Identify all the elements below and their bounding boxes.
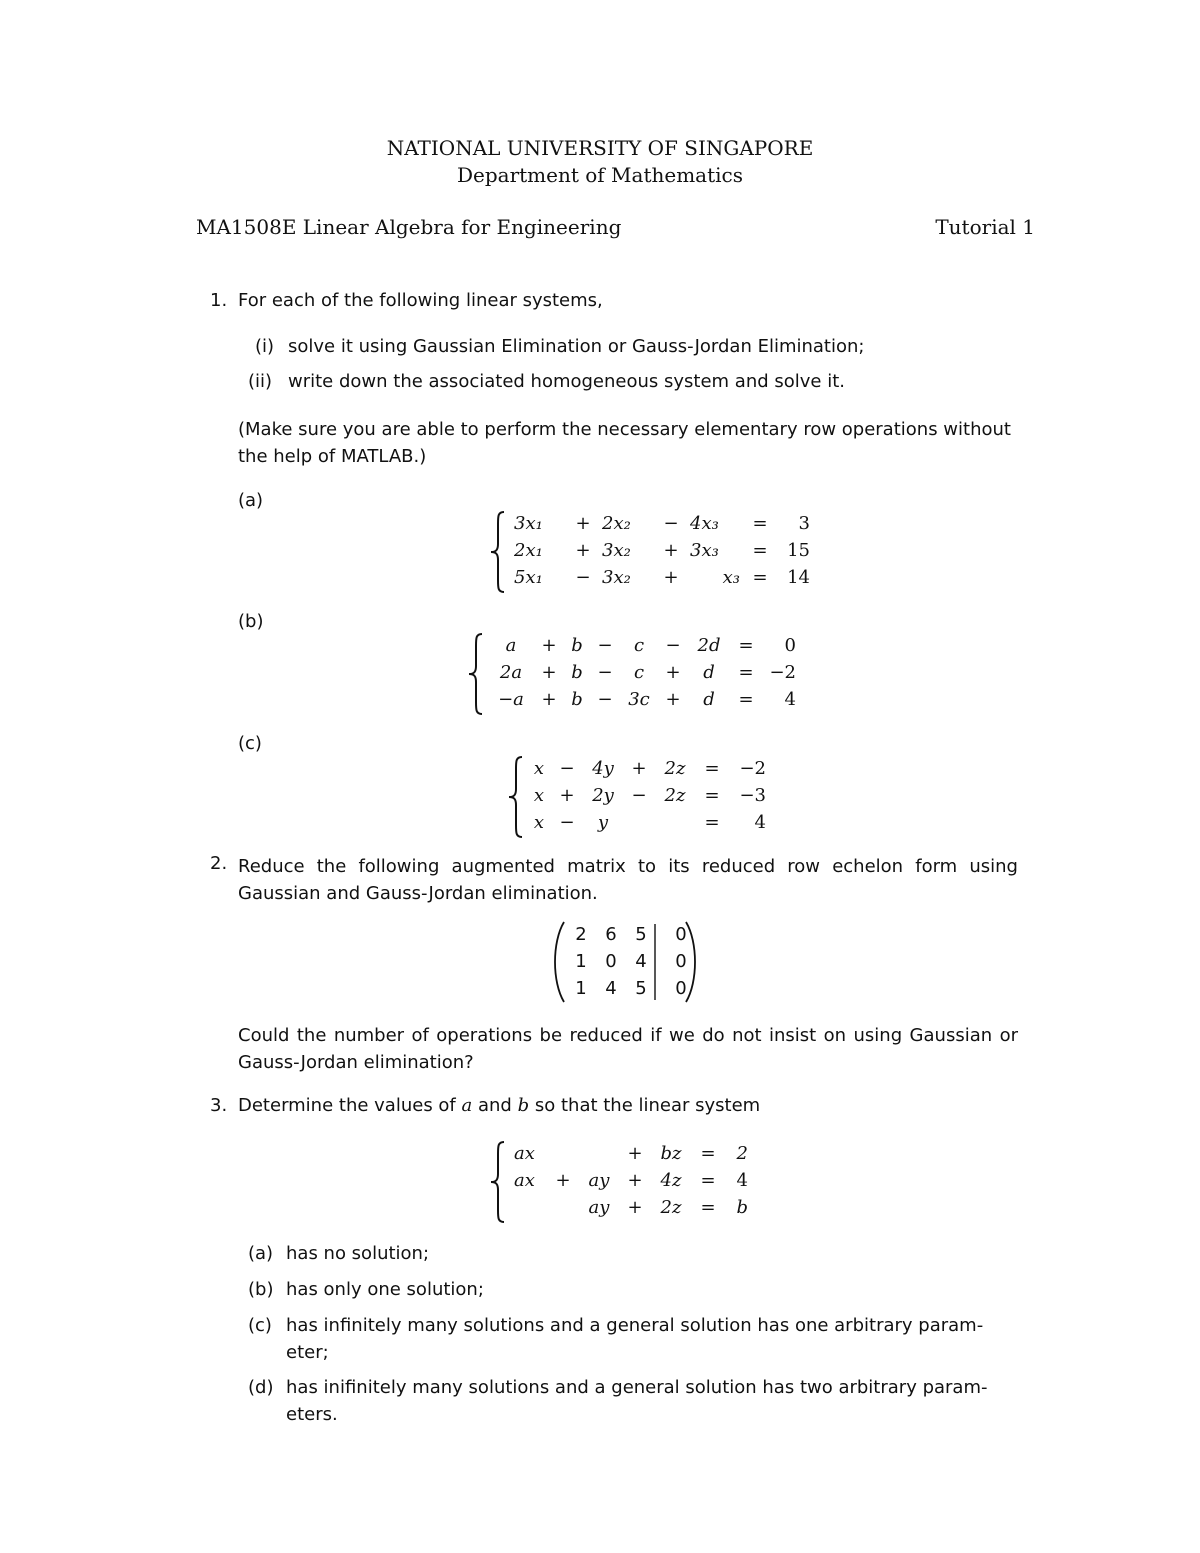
q1-number: 1. <box>210 290 228 311</box>
operator: + <box>627 1197 643 1218</box>
term: −a <box>498 689 524 710</box>
matrix-cell: 5 <box>635 978 647 999</box>
operator: + <box>663 567 679 588</box>
q3-item-label: (b) <box>248 1279 274 1300</box>
operator: + <box>575 513 591 534</box>
term <box>582 1140 616 1167</box>
operator: + <box>559 785 575 806</box>
term: b <box>571 689 583 710</box>
q1-item-text: write down the associated homogeneous system and solve it. <box>288 371 846 392</box>
q3-text <box>238 1095 760 1116</box>
equation-row <box>514 1140 748 1167</box>
term: d <box>703 662 715 683</box>
equals: = <box>738 662 754 683</box>
q3-item-label: (d) <box>248 1377 274 1398</box>
matrix-cell: 4 <box>605 978 617 999</box>
operator: + <box>541 662 557 683</box>
term: 3x₂ <box>602 567 631 588</box>
term: 2y <box>592 785 614 806</box>
equals: = <box>700 1143 716 1164</box>
term: ay <box>588 1170 610 1191</box>
operator <box>544 1140 582 1167</box>
operator: − <box>559 812 575 833</box>
term: 5x₁ <box>514 567 543 588</box>
term: x₃ <box>722 567 740 588</box>
equation-row <box>492 686 796 713</box>
equals: = <box>700 1197 716 1218</box>
term: 3x₂ <box>602 540 631 561</box>
left-brace-icon <box>488 1140 508 1224</box>
equation-row <box>514 564 810 591</box>
equals: = <box>752 540 768 561</box>
term: d <box>703 689 715 710</box>
equation-row <box>514 1194 748 1221</box>
term: 2x₂ <box>602 513 631 534</box>
operator <box>620 809 658 836</box>
q3-text-and: and <box>477 1095 512 1116</box>
term: 2x₁ <box>514 540 543 561</box>
term: x <box>533 785 545 806</box>
rhs: 0 <box>784 635 796 656</box>
rhs: 2 <box>736 1143 748 1164</box>
q3-item-text: has no solution; <box>286 1243 430 1264</box>
term: 4x₃ <box>690 513 719 534</box>
variable-b: b <box>517 1095 530 1116</box>
left-brace-icon <box>488 510 508 594</box>
matrix-cell: 0 <box>675 951 687 972</box>
q1-item-text: solve it using Gaussian Elimination or Gauss-Jordan Elimination; <box>288 336 865 357</box>
term: x <box>533 812 545 833</box>
equals: = <box>704 812 720 833</box>
operator: − <box>597 662 613 683</box>
matrix-cell: 1 <box>575 951 587 972</box>
term: 2z <box>660 1197 682 1218</box>
term: ax <box>514 1170 535 1191</box>
rhs: b <box>736 1197 748 1218</box>
equation-row <box>530 755 766 782</box>
left-brace-icon <box>466 632 486 716</box>
department-name: Department of Mathematics <box>456 163 743 187</box>
term: 2z <box>664 758 686 779</box>
operator: − <box>631 785 647 806</box>
q3-number: 3. <box>210 1095 228 1116</box>
system-a <box>488 510 818 594</box>
term: 2z <box>664 785 686 806</box>
q3-item-label: (a) <box>248 1243 274 1264</box>
term: ay <box>588 1197 610 1218</box>
q3-item-text-continued: eter; <box>286 1342 329 1363</box>
q1-intro: For each of the following linear systems, <box>238 290 603 311</box>
operator: − <box>575 567 591 588</box>
operator: − <box>597 689 613 710</box>
term: b <box>571 662 583 683</box>
operator: + <box>663 540 679 561</box>
equals: = <box>704 758 720 779</box>
matrix-cell: 2 <box>575 924 587 945</box>
term: b <box>571 635 583 656</box>
term: 2d <box>697 635 721 656</box>
term: 2a <box>499 662 523 683</box>
equation-row <box>530 782 766 809</box>
q1-item-label: (ii) <box>248 371 273 392</box>
operator: + <box>627 1170 643 1191</box>
matrix-cell: 4 <box>635 951 647 972</box>
equals: = <box>738 689 754 710</box>
term: 3x₃ <box>690 540 719 561</box>
equation-row <box>514 510 810 537</box>
rhs: 4 <box>754 812 766 833</box>
matrix-row <box>566 948 696 975</box>
q1-part-a-label: (a) <box>238 490 264 511</box>
rhs: −2 <box>739 758 766 779</box>
matrix-cell: 0 <box>675 978 687 999</box>
equation-row <box>492 659 796 686</box>
system-q3 <box>488 1140 788 1224</box>
operator: + <box>541 689 557 710</box>
rhs: 4 <box>784 689 796 710</box>
q3-item-text: has only one solution; <box>286 1279 484 1300</box>
term: bz <box>660 1143 682 1164</box>
q3-item-label: (c) <box>248 1315 272 1336</box>
matrix-cell: 6 <box>605 924 617 945</box>
q1-note: (Make sure you are able to perform the necessary elementary row operations without the help of MATLAB.) <box>238 419 1011 467</box>
term: ax <box>514 1143 535 1164</box>
augmented-matrix <box>550 918 700 1006</box>
q3-text-suffix: so that the linear system <box>534 1095 761 1116</box>
operator: + <box>541 635 557 656</box>
operator: + <box>555 1170 571 1191</box>
equals: = <box>700 1170 716 1191</box>
equation-row <box>514 1167 748 1194</box>
term: 3x₁ <box>514 513 543 534</box>
term: a <box>505 635 517 656</box>
term: y <box>597 812 609 833</box>
operator: + <box>627 1143 643 1164</box>
q1-item-label: (i) <box>255 336 275 357</box>
term: 3c <box>628 689 650 710</box>
q3-item-text-continued: eters. <box>286 1404 338 1425</box>
q3-text-prefix: Determine the values of <box>238 1095 456 1116</box>
operator: − <box>665 635 681 656</box>
rhs: 14 <box>787 567 810 588</box>
matrix-cell: 1 <box>575 978 587 999</box>
term: c <box>633 662 645 683</box>
matrix-cell: 0 <box>675 924 687 945</box>
term <box>514 1194 544 1221</box>
variable-a: a <box>461 1095 473 1116</box>
equation-row <box>530 809 766 836</box>
matrix-cell: 5 <box>635 924 647 945</box>
operator: − <box>597 635 613 656</box>
equation-row <box>514 537 810 564</box>
equals: = <box>704 785 720 806</box>
term: c <box>633 635 645 656</box>
course-title: MA1508E Linear Algebra for Engineering <box>196 215 622 239</box>
equals: = <box>738 635 754 656</box>
university-name: NATIONAL UNIVERSITY OF SINGAPORE <box>386 136 814 160</box>
operator: + <box>575 540 591 561</box>
system-b <box>466 632 836 716</box>
term: x <box>533 758 545 779</box>
rhs: −3 <box>739 785 766 806</box>
q2-number: 2. <box>210 853 228 874</box>
operator: + <box>631 758 647 779</box>
q3-item-text: has inifinitely many solutions and a general solution has two arbitrary param- <box>286 1377 988 1398</box>
equation-row <box>492 632 796 659</box>
q2-followup: Could the number of operations be reduced if we do not insist on using Gaussian or Gauss-Jordan elimination? <box>238 1025 1018 1073</box>
tutorial-label: Tutorial 1 <box>935 215 1035 239</box>
term: 4z <box>660 1170 682 1191</box>
operator: + <box>665 689 681 710</box>
operator <box>544 1194 582 1221</box>
term: 4y <box>592 758 614 779</box>
rhs: −2 <box>769 662 796 683</box>
rhs: 4 <box>736 1170 748 1191</box>
matrix-row <box>566 975 696 1002</box>
term <box>658 809 692 836</box>
q1-part-b-label: (b) <box>238 611 264 632</box>
equals: = <box>752 513 768 534</box>
matrix-cell: 0 <box>605 951 617 972</box>
left-brace-icon <box>506 755 526 839</box>
operator: − <box>663 513 679 534</box>
rhs: 15 <box>787 540 810 561</box>
q1-part-c-label: (c) <box>238 733 262 754</box>
q2-text: Reduce the following augmented matrix to its reduced row echelon form using Gaussian and Gauss-Jordan elimination. <box>238 856 1018 904</box>
operator: + <box>665 662 681 683</box>
equals: = <box>752 567 768 588</box>
operator: − <box>559 758 575 779</box>
rhs: 3 <box>798 513 810 534</box>
system-c <box>506 755 806 839</box>
matrix-row <box>566 921 696 948</box>
q3-item-text: has infinitely many solutions and a general solution has one arbitrary param- <box>286 1315 984 1336</box>
